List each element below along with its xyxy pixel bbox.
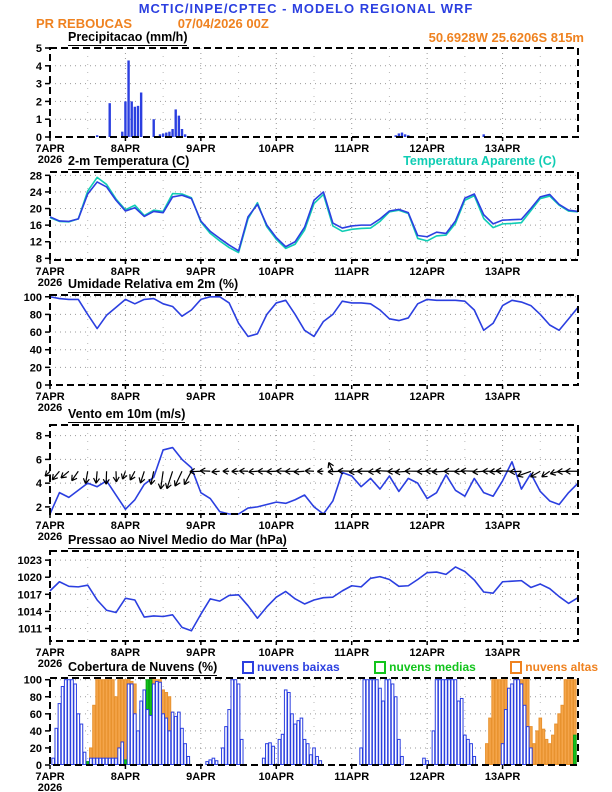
svg-text:40: 40: [29, 725, 42, 738]
svg-text:12APR: 12APR: [409, 143, 445, 155]
svg-text:11APR: 11APR: [334, 771, 370, 783]
panel-title-clouds: Cobertura de Nuvens (%): [68, 660, 218, 674]
svg-text:100: 100: [23, 291, 42, 304]
svg-text:13APR: 13APR: [484, 266, 521, 278]
svg-text:0: 0: [35, 132, 42, 144]
svg-text:6: 6: [35, 454, 42, 467]
svg-text:60: 60: [29, 327, 42, 340]
svg-text:60: 60: [29, 708, 42, 721]
svg-text:11APR: 11APR: [334, 143, 370, 155]
svg-text:0: 0: [35, 760, 42, 772]
svg-text:1: 1: [35, 114, 42, 127]
svg-text:9APR: 9APR: [186, 771, 216, 783]
svg-text:2: 2: [35, 96, 42, 109]
svg-text:8APR: 8APR: [110, 266, 141, 278]
svg-text:9APR: 9APR: [186, 266, 216, 278]
svg-text:10APR: 10APR: [258, 771, 295, 783]
svg-text:13APR: 13APR: [484, 647, 521, 659]
panel-title-humidity: Umidade Relativa em 2m (%): [68, 277, 239, 291]
legend-high-clouds-label: nuvens altas: [525, 660, 598, 674]
svg-text:1023: 1023: [17, 555, 42, 568]
svg-text:8: 8: [35, 430, 42, 443]
svg-text:10APR: 10APR: [258, 520, 295, 532]
svg-text:3: 3: [35, 78, 42, 91]
station-name: PR REBOUCAS: [36, 16, 133, 31]
svg-text:0: 0: [35, 380, 42, 392]
svg-text:7APR: 7APR: [35, 520, 65, 532]
svg-text:80: 80: [29, 691, 42, 704]
svg-text:12: 12: [29, 236, 42, 249]
svg-text:2026: 2026: [37, 782, 63, 792]
svg-text:12APR: 12APR: [409, 520, 445, 532]
svg-text:2026: 2026: [37, 531, 63, 543]
panel-title-apparent-temperature: Temperatura Aparente (C): [403, 154, 556, 168]
svg-text:2: 2: [35, 501, 42, 514]
svg-text:2026: 2026: [37, 154, 63, 166]
svg-text:4: 4: [35, 478, 42, 491]
svg-text:24: 24: [29, 186, 42, 199]
svg-text:20: 20: [29, 203, 42, 216]
svg-text:10APR: 10APR: [258, 143, 295, 155]
svg-text:11APR: 11APR: [334, 520, 370, 532]
run-datetime: 07/04/2026 00Z: [177, 16, 269, 31]
svg-text:2026: 2026: [37, 658, 63, 670]
legend-mid-clouds-label: nuvens medias: [389, 660, 476, 674]
svg-text:10APR: 10APR: [258, 647, 295, 659]
svg-text:10APR: 10APR: [258, 391, 295, 403]
svg-text:11APR: 11APR: [334, 266, 370, 278]
panel-title-wind: Vento em 10m (m/s): [68, 407, 186, 421]
svg-text:40: 40: [29, 344, 42, 357]
svg-text:4: 4: [35, 60, 42, 73]
svg-text:1011: 1011: [18, 623, 42, 636]
svg-text:13APR: 13APR: [484, 520, 521, 532]
svg-text:7APR: 7APR: [35, 143, 65, 155]
svg-text:1020: 1020: [17, 572, 42, 585]
svg-text:9APR: 9APR: [186, 391, 216, 403]
svg-text:80: 80: [29, 309, 42, 322]
panel-title-temperature: 2-m Temperatura (C): [68, 154, 190, 168]
svg-text:13APR: 13APR: [484, 143, 521, 155]
svg-text:1014: 1014: [17, 606, 42, 619]
location-coordinates: 50.6928W 25.6206S 815m: [428, 30, 584, 45]
svg-text:8APR: 8APR: [110, 647, 141, 659]
legend-low-clouds-label: nuvens baixas: [257, 660, 340, 674]
svg-text:28: 28: [29, 170, 42, 183]
svg-text:7APR: 7APR: [35, 771, 65, 783]
svg-text:9APR: 9APR: [186, 143, 216, 155]
svg-text:13APR: 13APR: [484, 771, 521, 783]
svg-text:10APR: 10APR: [258, 266, 295, 278]
svg-text:16: 16: [29, 220, 42, 233]
svg-text:9APR: 9APR: [186, 520, 216, 532]
svg-text:20: 20: [29, 742, 42, 755]
svg-text:8APR: 8APR: [110, 520, 141, 532]
svg-text:9APR: 9APR: [186, 647, 216, 659]
svg-text:8APR: 8APR: [110, 143, 141, 155]
svg-text:8: 8: [35, 253, 42, 266]
svg-text:7APR: 7APR: [35, 647, 65, 659]
svg-text:8APR: 8APR: [110, 391, 141, 403]
model-title: MCTIC/INPE/CPTEC - MODELO REGIONAL WRF: [138, 1, 474, 16]
svg-text:12APR: 12APR: [409, 266, 445, 278]
svg-text:12APR: 12APR: [409, 391, 445, 403]
svg-text:13APR: 13APR: [484, 391, 521, 403]
svg-text:5: 5: [35, 43, 42, 55]
panel-title-precipitation: Precipitacao (mm/h): [68, 30, 188, 44]
svg-text:7APR: 7APR: [35, 391, 65, 403]
svg-text:2026: 2026: [37, 277, 63, 289]
svg-text:1017: 1017: [17, 589, 42, 602]
svg-text:100: 100: [23, 674, 42, 687]
svg-text:7APR: 7APR: [35, 266, 65, 278]
svg-text:12APR: 12APR: [409, 771, 445, 783]
svg-text:11APR: 11APR: [334, 391, 370, 403]
panel-title-pressure: Pressao ao Nivel Medio do Mar (hPa): [68, 533, 287, 547]
svg-text:11APR: 11APR: [334, 647, 370, 659]
svg-text:12APR: 12APR: [409, 647, 445, 659]
svg-text:20: 20: [29, 362, 42, 375]
svg-text:8APR: 8APR: [110, 771, 141, 783]
svg-text:2026: 2026: [37, 402, 63, 414]
